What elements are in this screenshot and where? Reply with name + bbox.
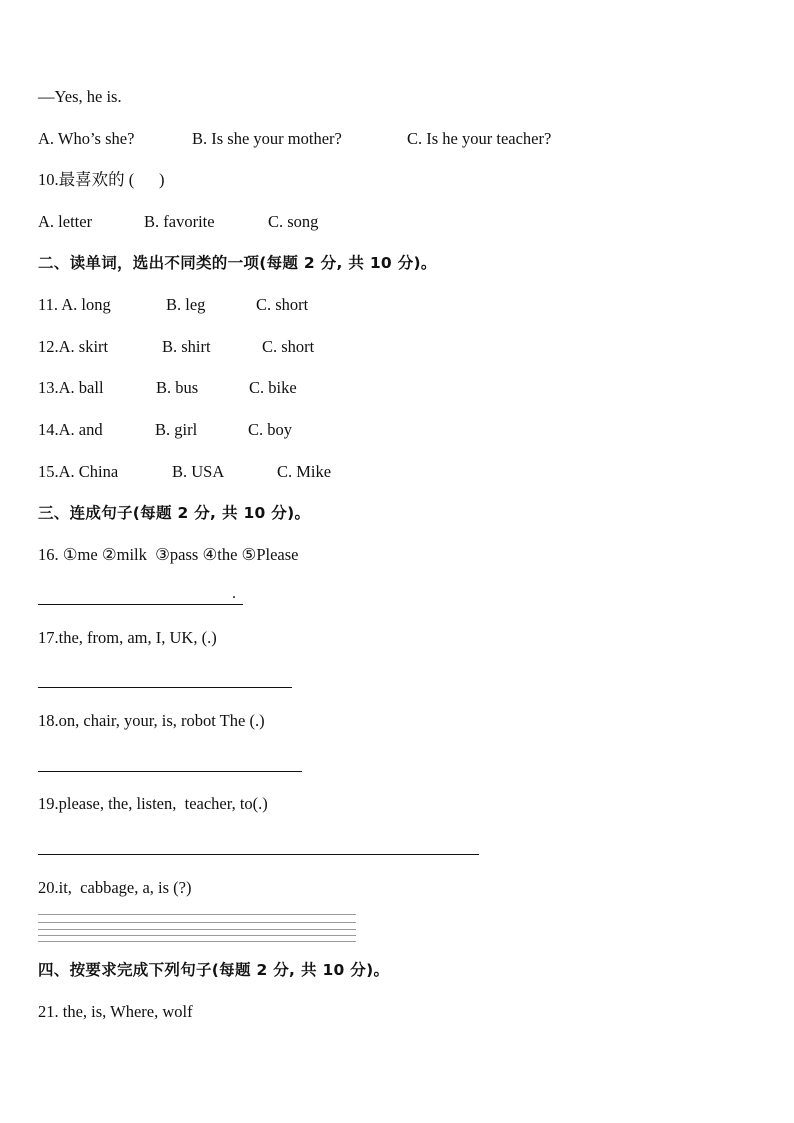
q11-option-a: 11. A. long xyxy=(38,295,111,314)
q20-writing-line xyxy=(38,929,356,930)
q13-option-c: C. bike xyxy=(249,378,297,397)
q14-row xyxy=(38,420,438,440)
q12-option-c: C. short xyxy=(262,337,315,356)
q9-option-c: C. Is he your teacher? xyxy=(407,129,552,148)
q19-prompt: 19.please, the, listen, teacher, to(.) xyxy=(38,794,268,813)
q17-answer-blank[interactable] xyxy=(38,687,292,688)
q20-writing-lines[interactable] xyxy=(38,914,356,942)
q13-option-a: 13.A. ball xyxy=(38,378,104,397)
q12-option-b: B. shirt xyxy=(162,337,211,356)
q9-options xyxy=(38,129,638,149)
q20-writing-line xyxy=(38,941,356,942)
q16-period: . xyxy=(232,585,236,602)
q15-row xyxy=(38,462,438,482)
q14-option-b: B. girl xyxy=(155,420,198,439)
q10-prompt: 10.最喜欢的 ( ) xyxy=(38,170,165,189)
q20-writing-line xyxy=(38,935,356,936)
q10-option-b: B. favorite xyxy=(144,212,215,231)
q9-option-a: A. Who’s she? xyxy=(38,129,135,148)
q11-option-c: C. short xyxy=(256,295,309,314)
q16-answer-blank[interactable] xyxy=(38,604,243,605)
q20-writing-line xyxy=(38,922,356,923)
q14-option-a: 14.A. and xyxy=(38,420,103,439)
q14-option-c: C. boy xyxy=(248,420,293,439)
q12-row xyxy=(38,337,438,357)
q11-row xyxy=(38,295,438,315)
q15-option-b: B. USA xyxy=(172,462,225,481)
q18-answer-blank[interactable] xyxy=(38,771,302,772)
q9-option-b: B. Is she your mother? xyxy=(192,129,342,148)
q11-option-b: B. leg xyxy=(166,295,206,314)
q16-prompt: 16. ①me ②milk ③pass ④the ⑤Please xyxy=(38,545,299,564)
section2-title: 二、读单词，选出不同类的一项(每题 2 分, 共 10 分)。 xyxy=(38,254,437,272)
q10-options xyxy=(38,212,438,232)
q19-answer-blank[interactable] xyxy=(38,854,479,855)
section3-title: 三、连成句子(每题 2 分, 共 10 分)。 xyxy=(38,504,311,522)
q17-prompt: 17.the, from, am, I, UK, (.) xyxy=(38,628,217,647)
q12-option-a: 12.A. skirt xyxy=(38,337,109,356)
q10-option-a: A. letter xyxy=(38,212,93,231)
q18-prompt: 18.on, chair, your, is, robot The (.) xyxy=(38,711,265,730)
q13-option-b: B. bus xyxy=(156,378,199,397)
q20-prompt: 20.it, cabbage, a, is (?) xyxy=(38,878,192,897)
q10-option-c: C. song xyxy=(268,212,319,231)
section4-title: 四、按要求完成下列句子(每题 2 分, 共 10 分)。 xyxy=(38,961,390,979)
q15-option-c: C. Mike xyxy=(277,462,332,481)
q15-option-a: 15.A. China xyxy=(38,462,119,481)
q21-prompt: 21. the, is, Where, wolf xyxy=(38,1002,193,1021)
q13-row xyxy=(38,378,438,398)
q9-answer-line: —Yes, he is. xyxy=(38,87,122,106)
q20-writing-line xyxy=(38,914,356,915)
